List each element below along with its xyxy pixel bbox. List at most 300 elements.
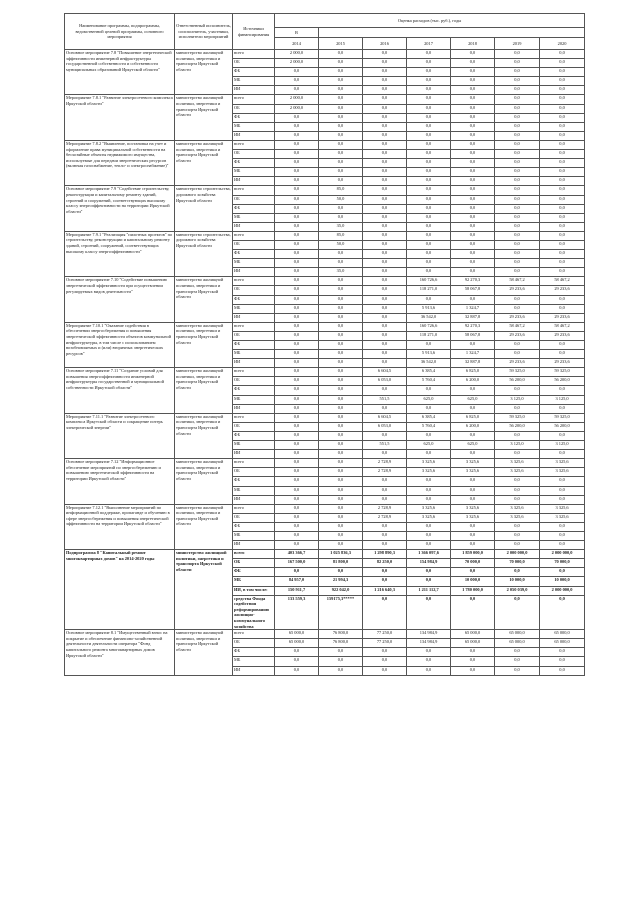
amount-cell: 58 467,2 bbox=[495, 277, 540, 286]
amount-cell: 0,0 bbox=[495, 486, 540, 495]
amount-cell: 0,0 bbox=[540, 240, 585, 249]
amount-cell: 0,0 bbox=[495, 222, 540, 231]
amount-cell: 0,0 bbox=[275, 77, 319, 86]
responsible-cell: министерство жилищной политики, энергетики и транспорта Иркутской области bbox=[175, 95, 233, 140]
responsible-cell: министерство жилищной политики, энергетики и транспорта Иркутской области bbox=[175, 368, 233, 413]
table-row bbox=[65, 459, 585, 468]
header-year-2018: 2018 bbox=[451, 38, 495, 50]
amount-cell: 65 000,0 bbox=[451, 630, 495, 639]
amount-cell: 29 233,6 bbox=[495, 359, 540, 368]
amount-cell: 6 200,0 bbox=[451, 377, 495, 386]
table-row bbox=[65, 186, 585, 195]
amount-cell: 0,0 bbox=[451, 250, 495, 259]
amount-cell: 0,0 bbox=[540, 177, 585, 186]
funding-source-cell: ФБ bbox=[233, 204, 275, 213]
amount-cell: 10 000,0 bbox=[495, 577, 540, 586]
amount-cell: 0,0 bbox=[363, 295, 407, 304]
amount-cell: 0,0 bbox=[363, 50, 407, 59]
amount-cell: 0,0 bbox=[451, 431, 495, 440]
table-row bbox=[65, 277, 585, 286]
amount-cell: 0,0 bbox=[363, 150, 407, 159]
amount-cell: 0,0 bbox=[407, 250, 451, 259]
amount-cell: 133 559,3 bbox=[275, 595, 319, 630]
amount-cell: 65 000,0 bbox=[275, 639, 319, 648]
amount-cell: 0,0 bbox=[363, 666, 407, 675]
amount-cell: 0,0 bbox=[275, 204, 319, 213]
amount-cell: 0,0 bbox=[275, 666, 319, 675]
amount-cell: 29 233,6 bbox=[495, 331, 540, 340]
amount-cell: 0,0 bbox=[451, 341, 495, 350]
amount-cell: 0,0 bbox=[319, 277, 363, 286]
amount-cell: 50,0 bbox=[319, 195, 363, 204]
amount-cell: 1 859 000,0 bbox=[451, 550, 495, 559]
amount-cell: 0,0 bbox=[319, 495, 363, 504]
amount-cell: 0,0 bbox=[540, 122, 585, 131]
amount-cell: 0,0 bbox=[275, 368, 319, 377]
amount-cell: 0,0 bbox=[275, 150, 319, 159]
amount-cell: 0,0 bbox=[319, 422, 363, 431]
amount-cell: 0,0 bbox=[363, 231, 407, 240]
amount-cell: 0,0 bbox=[540, 522, 585, 531]
amount-cell: 0,0 bbox=[451, 486, 495, 495]
amount-cell: 0,0 bbox=[407, 113, 451, 122]
header-source-cell: Источники финансирования bbox=[233, 14, 275, 50]
responsible-cell: министерство жилищной политики, энергетики и транспорта Иркутской области bbox=[175, 550, 233, 630]
amount-cell: 0,0 bbox=[275, 113, 319, 122]
amount-cell: 2 728,9 bbox=[363, 468, 407, 477]
amount-cell: 0,0 bbox=[407, 341, 451, 350]
amount-cell: 0,0 bbox=[319, 486, 363, 495]
amount-cell: 0,0 bbox=[363, 477, 407, 486]
amount-cell: 0,0 bbox=[407, 131, 451, 140]
amount-cell: 0,0 bbox=[495, 122, 540, 131]
amount-cell: 0,0 bbox=[495, 231, 540, 240]
amount-cell: 0,0 bbox=[540, 113, 585, 122]
amount-cell: 0,0 bbox=[275, 431, 319, 440]
amount-cell: 0,0 bbox=[275, 159, 319, 168]
amount-cell: 0,0 bbox=[275, 86, 319, 95]
amount-cell: 0,0 bbox=[451, 113, 495, 122]
amount-cell: 0,0 bbox=[275, 286, 319, 295]
funding-source-cell: ИИ bbox=[233, 450, 275, 459]
responsible-cell: министерство строительства, дорожного хозяйства Иркутской области bbox=[175, 231, 233, 276]
amount-cell: 0,0 bbox=[540, 341, 585, 350]
funding-source-cell: МБ bbox=[233, 657, 275, 666]
amount-cell: 0,0 bbox=[363, 350, 407, 359]
amount-cell: 3 325,6 bbox=[451, 513, 495, 522]
amount-cell: 0,0 bbox=[363, 522, 407, 531]
amount-cell: 0,0 bbox=[495, 386, 540, 395]
amount-cell: 65 000,0 bbox=[540, 630, 585, 639]
funding-source-cell: средства Фонда содействия реформированию жилищно-коммунального хозяйства bbox=[233, 595, 275, 630]
amount-cell: 0,0 bbox=[540, 657, 585, 666]
amount-cell: 0,0 bbox=[540, 648, 585, 657]
amount-cell: 0,0 bbox=[275, 268, 319, 277]
amount-cell: 0,0 bbox=[495, 304, 540, 313]
amount-cell: 92 270,3 bbox=[451, 277, 495, 286]
amount-cell: 0,0 bbox=[319, 313, 363, 322]
amount-cell: 0,0 bbox=[407, 577, 451, 586]
amount-cell: 0,0 bbox=[275, 657, 319, 666]
amount-cell: 0,0 bbox=[275, 495, 319, 504]
amount-cell: 0,0 bbox=[451, 531, 495, 540]
amount-cell: 2 728,9 bbox=[363, 513, 407, 522]
amount-cell: 0,0 bbox=[495, 531, 540, 540]
activity-name-cell: Основное мероприятие 7.9 "Содействие строительству, реконструкции и капитальному ремонту зданий, строений и сооружений, соответствующих высокому классу энергоэффективности на территории Иркутской области" bbox=[65, 186, 175, 231]
amount-cell: 56 200,0 bbox=[495, 377, 540, 386]
amount-cell: 0,0 bbox=[540, 77, 585, 86]
amount-cell: 0,0 bbox=[451, 495, 495, 504]
amount-cell: 0,0 bbox=[319, 504, 363, 513]
funding-source-cell: МБ bbox=[233, 486, 275, 495]
amount-cell: 58 467,2 bbox=[540, 322, 585, 331]
amount-cell: 118 271,0 bbox=[407, 286, 451, 295]
funding-source-cell: ОБ bbox=[233, 513, 275, 522]
amount-cell: 0,0 bbox=[540, 131, 585, 140]
table-row bbox=[65, 95, 585, 104]
funding-source-cell: ОБ bbox=[233, 240, 275, 249]
amount-cell: 0,0 bbox=[363, 331, 407, 340]
amount-cell: 0,0 bbox=[407, 568, 451, 577]
amount-cell: 0,0 bbox=[495, 104, 540, 113]
amount-cell: 0,0 bbox=[319, 404, 363, 413]
amount-cell: 0,0 bbox=[407, 666, 451, 675]
amount-cell: 0,0 bbox=[319, 150, 363, 159]
amount-cell: 0,0 bbox=[319, 304, 363, 313]
activity-name-cell: Основное мероприятие 8.1 "Имущественный взнос на покрытие и обеспечение финансово-хозяйственной деятельности деятельности оператора "Фонд капитального ремонта многоквартирных домов Иркутской области" bbox=[65, 630, 175, 675]
amount-cell: 0,0 bbox=[275, 213, 319, 222]
amount-cell: 0,0 bbox=[363, 568, 407, 577]
amount-cell: 0,0 bbox=[451, 231, 495, 240]
amount-cell: 0,0 bbox=[319, 666, 363, 675]
amount-cell: 0,0 bbox=[275, 122, 319, 131]
amount-cell: 0,0 bbox=[495, 666, 540, 675]
amount-cell: 0,0 bbox=[363, 113, 407, 122]
amount-cell: 6 825,0 bbox=[451, 368, 495, 377]
amount-cell: 160 726,6 bbox=[407, 277, 451, 286]
amount-cell: 1 298 890,3 bbox=[363, 550, 407, 559]
amount-cell: 0,0 bbox=[319, 159, 363, 168]
amount-cell: 0,0 bbox=[319, 259, 363, 268]
amount-cell: 3 125,0 bbox=[540, 441, 585, 450]
amount-cell: 0,0 bbox=[275, 450, 319, 459]
amount-cell: 0,0 bbox=[407, 450, 451, 459]
funding-source-cell: МБ bbox=[233, 531, 275, 540]
amount-cell: 0,0 bbox=[451, 186, 495, 195]
amount-cell: 0,0 bbox=[495, 657, 540, 666]
activity-name-cell: Мероприятие 7.12.1 "Выполнение мероприятий по информационной поддержке, пропаганде и обучению в сфере энергосбережения и повышения энергетической эффективности на территории Иркутской области" bbox=[65, 504, 175, 549]
funding-source-cell: всего bbox=[233, 630, 275, 639]
amount-cell: 0,0 bbox=[363, 304, 407, 313]
amount-cell: 0,0 bbox=[540, 295, 585, 304]
amount-cell: 134 984,9 bbox=[407, 630, 451, 639]
amount-cell: 0,0 bbox=[495, 77, 540, 86]
amount-cell: 65 000,0 bbox=[495, 630, 540, 639]
amount-cell: 0,0 bbox=[540, 195, 585, 204]
funding-source-cell: всего bbox=[233, 50, 275, 59]
amount-cell: 0,0 bbox=[275, 195, 319, 204]
amount-cell: 0,0 bbox=[363, 204, 407, 213]
amount-cell: 0,0 bbox=[495, 150, 540, 159]
amount-cell: 0,0 bbox=[540, 541, 585, 550]
table-row bbox=[65, 504, 585, 513]
amount-cell: 2 000,0 bbox=[275, 95, 319, 104]
amount-cell: 1 216 640,3 bbox=[363, 586, 407, 595]
amount-cell: 0,0 bbox=[451, 259, 495, 268]
amount-cell: 0,0 bbox=[407, 68, 451, 77]
amount-cell: 0,0 bbox=[451, 140, 495, 149]
amount-cell: 58 067,8 bbox=[451, 286, 495, 295]
funding-source-cell: ИИ bbox=[233, 131, 275, 140]
amount-cell: 0,0 bbox=[363, 240, 407, 249]
amount-cell: 0,0 bbox=[363, 59, 407, 68]
header-year-2014: 2014 bbox=[275, 38, 319, 50]
amount-cell: 0,0 bbox=[319, 522, 363, 531]
amount-cell: 0,0 bbox=[275, 231, 319, 240]
amount-cell: 0,0 bbox=[407, 222, 451, 231]
funding-source-cell: ИИ bbox=[233, 666, 275, 675]
amount-cell: 0,0 bbox=[451, 68, 495, 77]
amount-cell: 0,0 bbox=[451, 595, 495, 630]
amount-cell: 0,0 bbox=[451, 268, 495, 277]
amount-cell: 0,0 bbox=[407, 595, 451, 630]
amount-cell: 58 067,8 bbox=[451, 331, 495, 340]
amount-cell: 0,0 bbox=[495, 268, 540, 277]
amount-cell: 5 760,4 bbox=[407, 422, 451, 431]
amount-cell: 50,0 bbox=[319, 240, 363, 249]
amount-cell: 0,0 bbox=[363, 104, 407, 113]
amount-cell: 0,0 bbox=[540, 477, 585, 486]
activity-name-cell: Мероприятие 7.9.1 "Реализация "пилотных проектов" по строительству, реконструкции и капитальному ремонту зданий, строений, сооружений, соответствующих высокому классу энергоэффективности" bbox=[65, 231, 175, 276]
amount-cell: 0,0 bbox=[363, 159, 407, 168]
amount-cell: 0,0 bbox=[407, 95, 451, 104]
funding-source-cell: ОБ bbox=[233, 422, 275, 431]
funding-source-cell: всего bbox=[233, 322, 275, 331]
amount-cell: 0,0 bbox=[275, 513, 319, 522]
amount-cell: 0,0 bbox=[495, 404, 540, 413]
amount-cell: 56 200,0 bbox=[495, 422, 540, 431]
activity-name-cell: Мероприятие 7.10.1 "Оказание содействия в обеспечении энергосбережения и повышения энергетической эффективности объектов коммунальной инфраструктуры, в том числе с использованием возобновляемых и (или) вторичных энергетических ресурсов" bbox=[65, 322, 175, 367]
amount-cell: 0,0 bbox=[495, 68, 540, 77]
amount-cell: 0,0 bbox=[319, 322, 363, 331]
amount-cell: 0,0 bbox=[451, 222, 495, 231]
funding-source-cell: ОБ bbox=[233, 468, 275, 477]
amount-cell: 0,0 bbox=[407, 657, 451, 666]
amount-cell: 0,0 bbox=[319, 95, 363, 104]
funding-source-cell: МБ bbox=[233, 350, 275, 359]
amount-cell: 0,0 bbox=[495, 259, 540, 268]
header-year-2016: 2016 bbox=[363, 38, 407, 50]
amount-cell: 0,0 bbox=[451, 195, 495, 204]
amount-cell: 3 325,6 bbox=[451, 459, 495, 468]
funding-source-cell: МБ bbox=[233, 168, 275, 177]
amount-cell: 1 324,7 bbox=[451, 350, 495, 359]
amount-cell: 0,0 bbox=[407, 86, 451, 95]
amount-cell: 0,0 bbox=[363, 386, 407, 395]
amount-cell: 2 728,9 bbox=[363, 504, 407, 513]
amount-cell: 0,0 bbox=[540, 186, 585, 195]
amount-cell: 0,0 bbox=[540, 386, 585, 395]
amount-cell: 0,0 bbox=[495, 213, 540, 222]
responsible-cell: министерство жилищной политики, энергетики и транспорта Иркутской области bbox=[175, 277, 233, 322]
amount-cell: 0,0 bbox=[495, 295, 540, 304]
amount-cell: 0,0 bbox=[540, 231, 585, 240]
amount-cell: 0,0 bbox=[319, 377, 363, 386]
amount-cell: 2 728,9 bbox=[363, 459, 407, 468]
amount-cell: 0,0 bbox=[495, 477, 540, 486]
amount-cell: 625,0 bbox=[407, 441, 451, 450]
amount-cell: 0,0 bbox=[275, 140, 319, 149]
header-estimate-cell: Оценка расходов (тыс. руб.), годы bbox=[275, 14, 585, 28]
amount-cell: 3 325,6 bbox=[407, 459, 451, 468]
amount-cell: 0,0 bbox=[275, 68, 319, 77]
amount-cell: 0,0 bbox=[363, 359, 407, 368]
funding-source-cell: МБ bbox=[233, 441, 275, 450]
amount-cell: 0,0 bbox=[495, 648, 540, 657]
amount-cell: 0,0 bbox=[319, 68, 363, 77]
amount-cell: 922 042,0 bbox=[319, 586, 363, 595]
amount-cell: 0,0 bbox=[407, 240, 451, 249]
funding-source-cell: МБ bbox=[233, 77, 275, 86]
amount-cell: 6 053,0 bbox=[363, 422, 407, 431]
amount-cell: 0,0 bbox=[319, 177, 363, 186]
amount-cell: 0,0 bbox=[540, 104, 585, 113]
amount-cell: 0,0 bbox=[275, 177, 319, 186]
amount-cell: 29 233,6 bbox=[540, 359, 585, 368]
amount-cell: 3 325,6 bbox=[495, 513, 540, 522]
amount-cell: 1 025 836,3 bbox=[319, 550, 363, 559]
amount-cell: 29 233,6 bbox=[540, 313, 585, 322]
amount-cell: 0,0 bbox=[319, 104, 363, 113]
amount-cell: 0,0 bbox=[495, 50, 540, 59]
funding-source-cell: ОБ bbox=[233, 59, 275, 68]
activity-name-cell: Мероприятие 7.11.1 "Развитие электросетевого комплекса Иркутской области и сокращение потерь электрической энергии" bbox=[65, 413, 175, 458]
amount-cell: 0,0 bbox=[275, 477, 319, 486]
amount-cell: 70 000,0 bbox=[540, 559, 585, 568]
funding-source-cell: всего bbox=[233, 550, 275, 559]
amount-cell: 0,0 bbox=[451, 477, 495, 486]
header-year-2015: 2015 bbox=[319, 38, 363, 50]
amount-cell: 2 050 039,0 bbox=[495, 586, 540, 595]
activity-name-cell: Подпрограмма 8 "Капитальный ремонт многоквартирных домов" на 2014-2020 годы bbox=[65, 550, 175, 630]
amount-cell: 0,0 bbox=[407, 648, 451, 657]
amount-cell: 0,0 bbox=[319, 204, 363, 213]
amount-cell: 0,0 bbox=[319, 295, 363, 304]
amount-cell: 0,0 bbox=[363, 577, 407, 586]
activity-name-cell: Мероприятие 7.8.2 "Выявление, постановка на учет и оформление права муниципальной собственности на бесхозяйные объекты недвижимого имущества, используемые для передачи энергетических ресурсов (включая газоснабжение, тепло- и электроснабжение)" bbox=[65, 140, 175, 185]
amount-cell: 0,0 bbox=[407, 541, 451, 550]
funding-source-cell: ФБ bbox=[233, 250, 275, 259]
funding-source-cell: ФБ bbox=[233, 386, 275, 395]
amount-cell: 134 984,9 bbox=[407, 639, 451, 648]
amount-cell: 58 467,2 bbox=[540, 277, 585, 286]
amount-cell: 70 000,0 bbox=[451, 559, 495, 568]
amount-cell: 0,0 bbox=[275, 250, 319, 259]
amount-cell: 3 325,6 bbox=[495, 504, 540, 513]
amount-cell: 36 542,0 bbox=[407, 313, 451, 322]
amount-cell: 0,0 bbox=[275, 131, 319, 140]
amount-cell: 0,0 bbox=[540, 140, 585, 149]
amount-cell: 0,0 bbox=[407, 477, 451, 486]
funding-source-cell: ИИ bbox=[233, 404, 275, 413]
amount-cell: 551,5 bbox=[363, 395, 407, 404]
amount-cell: 6 385,4 bbox=[407, 413, 451, 422]
amount-cell: 0,0 bbox=[540, 204, 585, 213]
table-row bbox=[65, 140, 585, 149]
amount-cell: 0,0 bbox=[407, 159, 451, 168]
amount-cell: 154 984,9 bbox=[407, 559, 451, 568]
financing-table-sheet bbox=[64, 13, 584, 676]
amount-cell: 36 542,0 bbox=[407, 359, 451, 368]
amount-cell: 0,0 bbox=[363, 250, 407, 259]
funding-source-cell: ИИ bbox=[233, 495, 275, 504]
header-spacer-cell bbox=[319, 28, 585, 38]
amount-cell: 35,0 bbox=[319, 222, 363, 231]
amount-cell: 82 250,0 bbox=[363, 559, 407, 568]
amount-cell: 6 385,4 bbox=[407, 368, 451, 377]
amount-cell: 0,0 bbox=[319, 413, 363, 422]
amount-cell: 0,0 bbox=[495, 177, 540, 186]
amount-cell: 0,0 bbox=[407, 195, 451, 204]
amount-cell: 0,0 bbox=[275, 277, 319, 286]
amount-cell: 0,0 bbox=[451, 450, 495, 459]
amount-cell: 0,0 bbox=[363, 486, 407, 495]
amount-cell: 0,0 bbox=[407, 77, 451, 86]
amount-cell: 0,0 bbox=[540, 495, 585, 504]
amount-cell: 0,0 bbox=[319, 59, 363, 68]
amount-cell: 0,0 bbox=[363, 431, 407, 440]
amount-cell: 0,0 bbox=[495, 250, 540, 259]
amount-cell: 59 325,0 bbox=[495, 413, 540, 422]
amount-cell: 159175,3***** bbox=[319, 595, 363, 630]
amount-cell: 3 325,6 bbox=[407, 513, 451, 522]
amount-cell: 29 233,6 bbox=[540, 331, 585, 340]
financing-table bbox=[64, 13, 585, 676]
amount-cell: 32 887,8 bbox=[451, 313, 495, 322]
amount-cell: 10 000,0 bbox=[540, 577, 585, 586]
amount-cell: 0,0 bbox=[451, 159, 495, 168]
amount-cell: 0,0 bbox=[319, 286, 363, 295]
amount-cell: 0,0 bbox=[319, 431, 363, 440]
amount-cell: 0,0 bbox=[319, 341, 363, 350]
amount-cell: 0,0 bbox=[540, 431, 585, 440]
amount-cell: 0,0 bbox=[363, 95, 407, 104]
table-row bbox=[65, 413, 585, 422]
amount-cell: 3 325,6 bbox=[407, 504, 451, 513]
amount-cell: 0,0 bbox=[363, 404, 407, 413]
amount-cell: 0,0 bbox=[363, 313, 407, 322]
amount-cell: 0,0 bbox=[319, 468, 363, 477]
amount-cell: 0,0 bbox=[363, 286, 407, 295]
amount-cell: 0,0 bbox=[451, 522, 495, 531]
amount-cell: 0,0 bbox=[540, 95, 585, 104]
amount-cell: 0,0 bbox=[319, 568, 363, 577]
amount-cell: 0,0 bbox=[319, 477, 363, 486]
amount-cell: 0,0 bbox=[451, 150, 495, 159]
amount-cell: 0,0 bbox=[540, 222, 585, 231]
amount-cell: 0,0 bbox=[275, 468, 319, 477]
funding-source-cell: ОБ bbox=[233, 639, 275, 648]
amount-cell: 0,0 bbox=[275, 568, 319, 577]
amount-cell: 0,0 bbox=[495, 240, 540, 249]
amount-cell: 0,0 bbox=[319, 168, 363, 177]
amount-cell: 0,0 bbox=[451, 657, 495, 666]
amount-cell: 2 000 000,0 bbox=[540, 550, 585, 559]
amount-cell: 0,0 bbox=[363, 341, 407, 350]
amount-cell: 0,0 bbox=[363, 657, 407, 666]
table-row bbox=[65, 50, 585, 59]
amount-cell: 85,0 bbox=[319, 231, 363, 240]
